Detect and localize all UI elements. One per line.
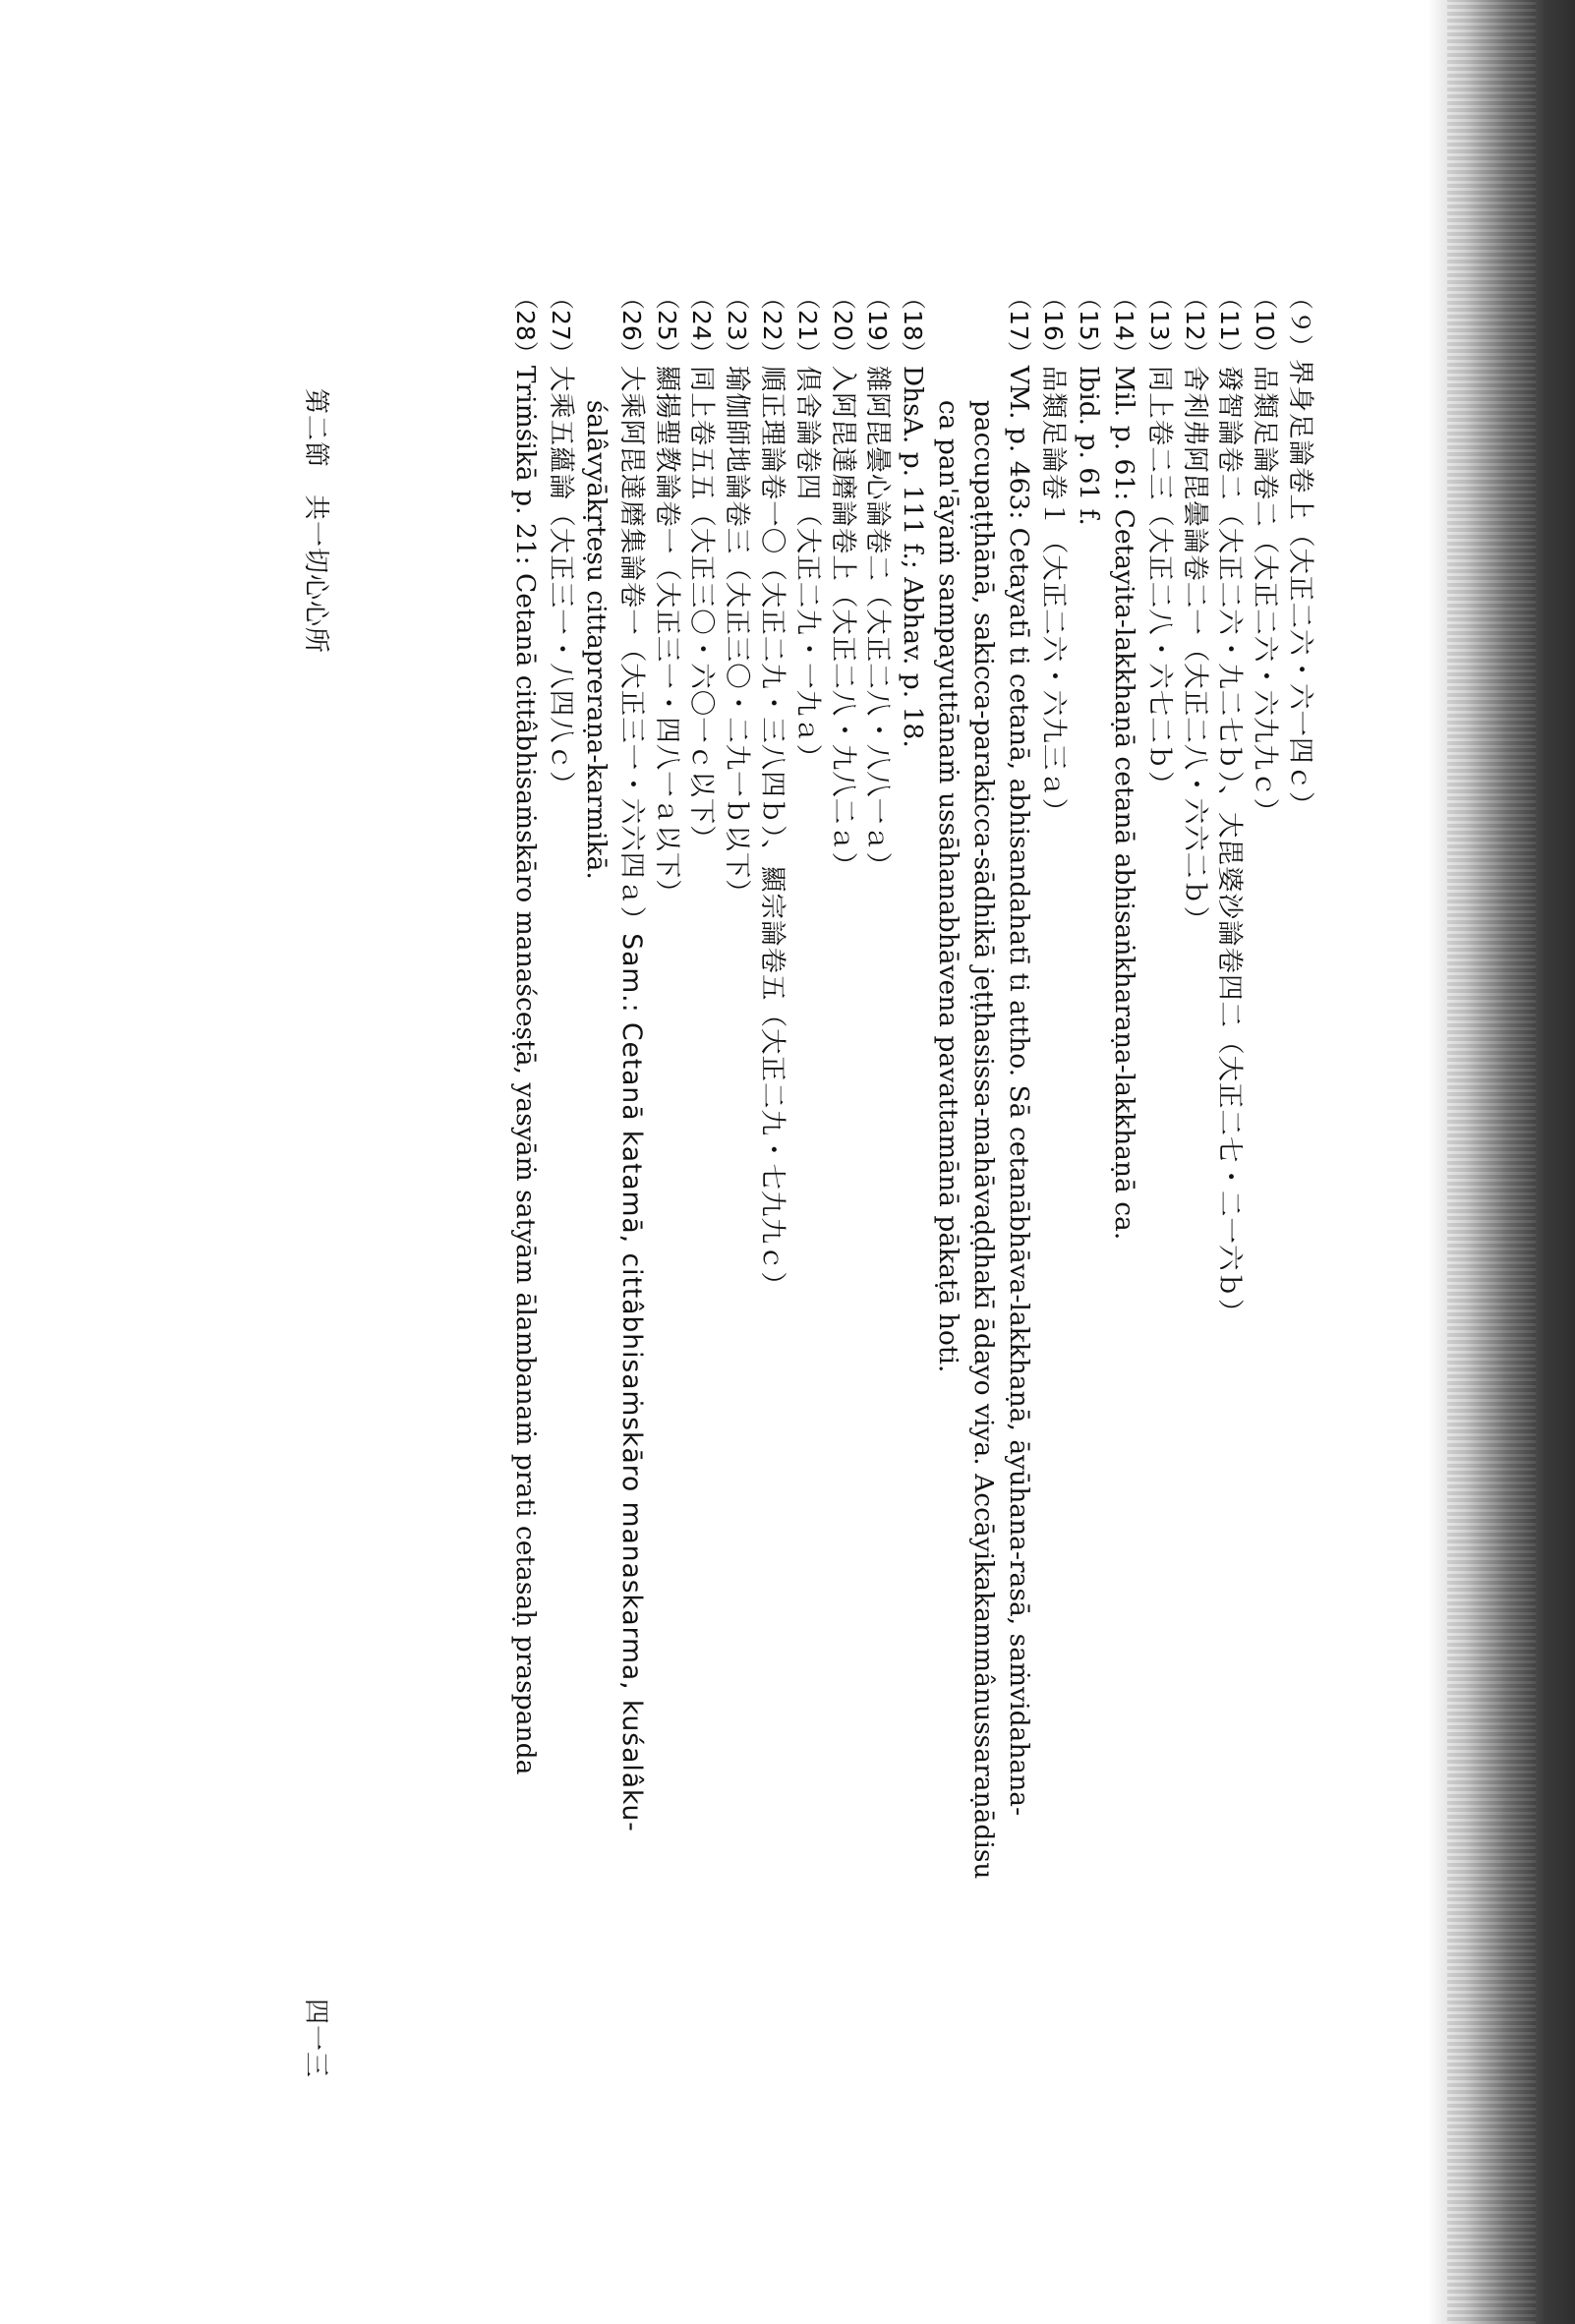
- footnote-entry: [1212, 285, 1248, 2045]
- footnote-line: 舍利弗阿毘曇論卷二一（大正二八・六六二ｂ）: [1179, 365, 1210, 934]
- footnote-text: [508, 366, 544, 2045]
- footnote-line: 大乘五蘊論（大正三一・八四八ｃ）: [546, 365, 577, 798]
- footnote-line: śalâvyākṛteṣu cittapreraṇa-karmikā.: [581, 399, 612, 880]
- footnote-line: 品類足論卷１（大正二六・六九三ａ）: [1038, 365, 1070, 826]
- footnote-number: （25）: [652, 285, 681, 366]
- footnote-entry: [719, 285, 754, 2045]
- section-title: 第二節 共一切心心所: [301, 388, 330, 655]
- footnote-entry: [1071, 285, 1106, 2045]
- footnote-number: （16）: [1039, 285, 1069, 366]
- footnote-entry: [895, 285, 930, 2045]
- footnote-entry: [543, 285, 578, 2045]
- footnote-text: [1177, 366, 1212, 2045]
- footnote-line: 顯揚聖教論卷一（大正三一・四八一ａ以下）: [651, 365, 682, 906]
- footnote-line: 倶舍論卷四（大正二九・一九ａ）: [791, 365, 823, 772]
- footnote-line: Ibid. p. 61 f.: [1074, 365, 1105, 526]
- footnote-number: （９）: [1286, 285, 1314, 360]
- footnote-entry: [1177, 285, 1212, 2045]
- footnote-line: 順正理論卷一〇（大正二九・三八四ｂ）、顯宗論卷五（大正二九・七九九ｃ）: [757, 365, 788, 1300]
- running-footer: [297, 388, 336, 2078]
- footnote-text: [684, 366, 720, 2045]
- footnote-number: （28）: [511, 285, 541, 366]
- footnote-entry: [789, 285, 825, 2045]
- footnote-number: （18）: [899, 285, 928, 366]
- footnote-entry: [1141, 285, 1177, 2045]
- footnote-number: （14）: [1110, 285, 1139, 366]
- footnote-line: 入阿毘達磨論卷上（大正二八・九八二ａ）: [827, 365, 858, 880]
- footnote-entry: [930, 285, 1035, 2045]
- footnote-number: （12）: [1180, 285, 1209, 366]
- footnote-entry: [860, 285, 896, 2045]
- footnote-line: Mil. p. 61: Cetayita-lakkhaṇā cetanā abhisaṅkharaṇa-lakkhaṇā ca.: [1109, 365, 1140, 1241]
- footnote-text: [719, 366, 754, 2045]
- footnote-number: （11）: [1215, 285, 1245, 366]
- footnote-text: [1212, 366, 1248, 2045]
- footnote-text: [1071, 366, 1106, 2045]
- footnote-text: [1247, 366, 1282, 2045]
- footnote-entry: [1282, 285, 1317, 2045]
- footnote-number: （19）: [863, 285, 893, 366]
- footnote-text: [1282, 359, 1317, 2045]
- footnote-line: 同上卷五五（大正三〇・六〇一ｃ以下）: [686, 365, 718, 852]
- footnote-line: 雜阿毘曇心論卷二（大正二八・八八一ａ）: [862, 365, 894, 880]
- footnote-number: （15）: [1075, 285, 1104, 366]
- footnote-number: （20）: [828, 285, 857, 366]
- footnote-line: ca pan'āyaṁ sampayuttānaṁ ussāhanabhāvena pavattamānā pākaṭā hoti.: [933, 399, 964, 1373]
- footnote-number: （24）: [687, 285, 717, 366]
- footnote-text: [754, 366, 789, 2045]
- footnote-text: [860, 366, 896, 2045]
- footnote-entry: [825, 285, 860, 2045]
- footnote-text: [649, 366, 684, 2045]
- footnote-line: DhsA. p. 111 f.; Abhav. p. 18.: [898, 365, 929, 748]
- footnote-number: （22）: [758, 285, 788, 366]
- footnote-number: （23）: [723, 285, 752, 366]
- footnote-number: （10）: [1251, 285, 1280, 366]
- footnote-entry: [649, 285, 684, 2045]
- footnote-entry: [508, 285, 544, 2045]
- footnote-text: [1036, 366, 1072, 2045]
- footnote-number: （26）: [616, 285, 646, 366]
- footnote-entry: [578, 285, 649, 2045]
- footnote-text: [789, 366, 825, 2045]
- footnote-line: VM. p. 463: Cetayatī ti cetanā, abhisandahatī ti attho. Sā cetanābhāva-lakkhaṇā, āyūhana-rasā, saṁvidahana-: [1003, 365, 1034, 1817]
- page-number: 四一三: [301, 1998, 330, 2078]
- footnote-entry: [684, 285, 720, 2045]
- footnote-line: 瑜伽師地論卷三（大正三〇・二九一ｂ以下）: [722, 365, 753, 906]
- footnote-number: （13）: [1144, 285, 1174, 366]
- footnote-text: [1106, 366, 1141, 2045]
- footnote-line: Triṁśikā p. 21: Cetanā cittâbhisaṁskāro manaśceṣṭā, yasyāṁ satyām ālambanaṁ prati cetasaḥ praspanda: [510, 365, 542, 1775]
- footnote-line: 發智論卷二（大正二六・九二七ｂ）、大毘婆沙論卷四二（大正二七・二一六ｂ）: [1214, 365, 1246, 1326]
- footnote-line: 同上卷二三（大正二八・六七二ｂ）: [1143, 365, 1175, 798]
- footnote-number: （17）: [1004, 285, 1033, 366]
- footnote-line: 大乘阿毘達磨集論卷一（大正三一・六六四ａ）Sam.: Cetanā katamā, cittâbhisaṁskāro manaskarma, kuśalâku-: [615, 365, 647, 1832]
- footnote-text: [1141, 366, 1177, 2045]
- footnote-entry: [754, 285, 789, 2045]
- footnote-list: [344, 285, 1317, 2045]
- footnote-text: [895, 366, 930, 2045]
- footnote-entry: [1247, 285, 1282, 2045]
- footnote-number: （21）: [792, 285, 822, 366]
- footnote-entry: [1106, 285, 1141, 2045]
- footnote-text: [930, 366, 1035, 2045]
- footnote-entry: [1036, 285, 1072, 2045]
- footnote-text: [825, 366, 860, 2045]
- footnote-line: 品類足論卷二（大正二六・六九九ｃ）: [1250, 365, 1281, 826]
- footnote-line: 界身足論卷上（大正二六・六一四ｃ）: [1285, 359, 1315, 819]
- footnote-number: （27）: [547, 285, 576, 366]
- footnote-text: [578, 366, 649, 2045]
- footnote-text: [543, 366, 578, 2045]
- footnote-line: paccupaṭṭhānā, sakicca-parakicca-sādhikā jeṭṭhasissa-mahāvaḍḍhakī ādayo viya. Accāyikakammânussaraṇādisu: [967, 399, 999, 1880]
